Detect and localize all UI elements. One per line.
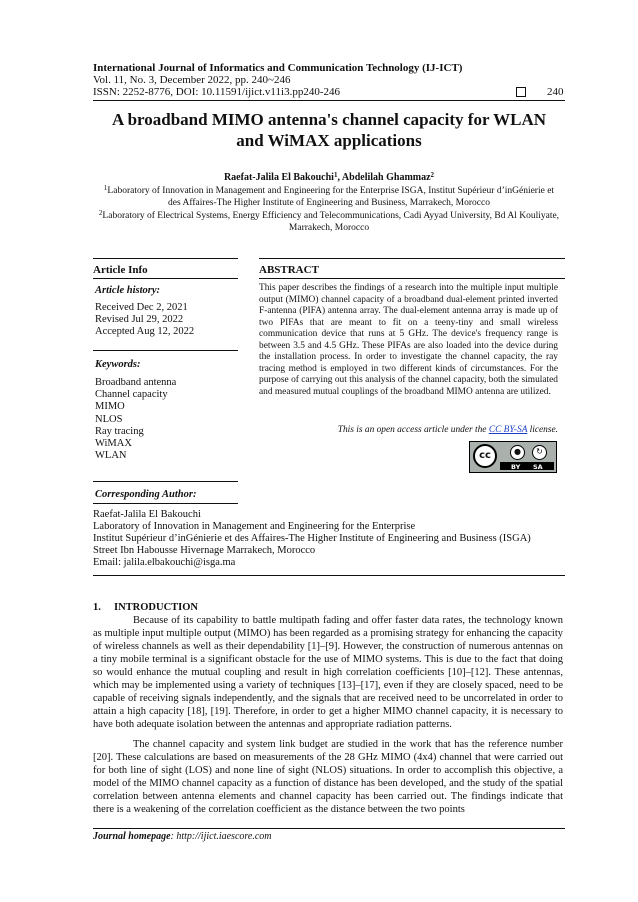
aff-2-line-2: Marrakech, Morocco [288, 223, 370, 233]
aff-2-sup: 2 [98, 209, 103, 217]
aff-1-sup: 1 [103, 184, 108, 192]
oa-prefix: This is an open access article under the [337, 425, 489, 435]
keywords-heading: Keywords: [95, 359, 141, 370]
cc-by-sa-link[interactable]: CC BY-SA [488, 425, 528, 435]
introduction-heading: 1. INTRODUCTION [93, 602, 199, 613]
journal-homepage-link[interactable]: : http://ijict.iaescore.com [170, 831, 272, 842]
cc-license-badge[interactable] [469, 441, 557, 473]
article-history [95, 302, 194, 339]
paper-title [93, 109, 565, 151]
keyword: WiMAX [95, 438, 132, 450]
history-rule [93, 350, 238, 351]
author-1: Raefat-Jalila El Bakouchi [223, 172, 334, 183]
corresponding-heading: Corresponding Author: [95, 489, 197, 500]
footer-label: Journal homepage [93, 831, 171, 842]
issn-doi: ISSN: 2252-8776, DOI: 10.11591/ijict.v11i3.pp240-246 [93, 86, 340, 98]
abstract-heading: ABSTRACT [259, 264, 319, 276]
corresponding-rule-top [93, 481, 238, 482]
volume-info: Vol. 11, No. 3, December 2022, pp. 240~246 [93, 74, 291, 86]
keyword: MIMO [95, 401, 125, 413]
license-by-label: BY [511, 463, 521, 471]
abstract-text: This paper describes the findings of a research into the multiple input multiple output (MIMO) channel capacity of a broadband dual-element printed inverted F-antenna (PIFA) antenna array. The dual-element antenna array is made up of two PIFAs that are meant to fit on a teeny-tiny and small wireless communication device that runs at 5 GHz. The device's frequency range is between 3.5 and 4.5 GHz. These PIFAs are also loaded into the device during the installation process. In order to investigate the channel capacity, the ray tracing method is employed in two different kinds of circumstances. For the purpose of carrying out this analysis of the channel capacity, both the simulated and measured mutual couplings of the broadband MIMO antenna are utilized. [259, 283, 558, 397]
oa-suffix: license. [527, 425, 558, 435]
received-date: Received Dec 2, 2021 [95, 302, 188, 313]
author-1-sup: 1 [333, 171, 338, 179]
accepted-date: Accepted Aug 12, 2022 [95, 326, 195, 338]
author-separator: , [337, 172, 342, 183]
corresponding-rule [93, 503, 238, 504]
license-bar [500, 462, 554, 470]
keyword: Broadband antenna [95, 377, 177, 388]
open-access-notice [259, 424, 558, 436]
abstract-rule [259, 278, 565, 279]
author-2-sup: 2 [430, 171, 435, 179]
abstract-top-rule [259, 258, 565, 259]
corresponding-name: Raefat-Jalila El Bakouchi [93, 509, 201, 520]
corresponding-email: Email: jalila.elbakouchi@isga.ma [93, 557, 236, 568]
keyword: Channel capacity [95, 389, 168, 401]
keyword: WLAN [95, 450, 127, 462]
article-info-rule [93, 278, 238, 279]
aff-1-line-2: des Affaires-The Higher Institute of Engineering and Business, Marrakech, Morocco [168, 198, 490, 208]
article-info-top-rule [93, 258, 238, 259]
cc-icon: cc [473, 444, 497, 468]
introduction-paragraph-1: Because of its capability to battle multipath fading and offer faster data rates, the technology known as multiple input multiple output (MIMO) has been regarded as a promising strategy for enhancing the capacity of wireless channels as well as their dependability [1]–[9]. However, the construction of numerous antennas on a tiny mobile terminal is a significant obstacle for the use of MIMO systems. This is due to the fact that doing so would enhance the mutual coupling and result in high correlation coefficients [10]–[12]. These antennas, which may be implemented using a variety of techniques [13]–[17], even if they are closely spaced, need to be capable of receiving signals independently, and the signals that are received need to be uncorrelated in order to attain a high capacity [18], [19]. Therefore, in order to get a higher MIMO channel capacity, it is necessary to have both adequate isolation between the antennas and appropriate radiation patterns. [93, 615, 563, 730]
aff-2-line-1: Laboratory of Electrical Systems, Energy Efficiency and Telecommunications, Cadi Ayyad University, Bd Al Kouliyate, [102, 211, 560, 221]
aff-1-line-1: Laboratory of Innovation in Management and Engineering for the Enterprise ISGA, Institut Supérieur d’inGénierie et [107, 186, 555, 196]
corresponding-line-3: Street Ibn Habousse Hivernage Marrakech, Morocco [93, 545, 316, 556]
article-history-heading: Article history: [95, 285, 161, 296]
page-number: 240 [547, 86, 564, 98]
keyword: NLOS [95, 413, 123, 425]
title-line-1: A broadband MIMO antenna's channel capacity for WLAN [111, 110, 547, 129]
affiliation-2 [93, 210, 565, 234]
footer-rule [93, 828, 565, 829]
affiliation-1 [93, 185, 565, 209]
author-2: Abdelilah Ghammaz [341, 172, 431, 183]
article-info-heading: Article Info [93, 264, 148, 276]
page-box-icon [516, 87, 526, 97]
license-sa-label: SA [533, 463, 543, 471]
by-person-icon: ● [510, 445, 525, 460]
corresponding-bottom-rule [93, 575, 565, 576]
journal-name: International Journal of Informatics and Communication Technology (IJ-ICT) [93, 62, 463, 74]
corresponding-line-2: Institut Supérieur d’inGénierie et des Affaires-The Higher Institute of Engineering and Business (ISGA) [93, 533, 531, 544]
title-line-2: and WiMAX applications [236, 131, 422, 150]
revised-date: Revised Jul 29, 2022 [95, 314, 184, 326]
sa-share-alike-icon: ↻ [532, 445, 547, 460]
header-rule [93, 100, 565, 101]
introduction-paragraph-2: The channel capacity and system link budget are studied in the work that has the reference number [20]. These calculations are based on measurements of the 28 GHz MIMO (4x4) channel that were carried out for both line of sight (LOS) and none line of sight (NLOS) situations. In order to accomplish this objective, a model of the MIMO channel capacity as a function of distance has been developed, and the study of the spatial correlation between antenna elements and channel capacity has been carried out. The findings indicate that there is a weakening of the correlation coefficient as the distance between the two points [93, 739, 563, 815]
corresponding-line-1: Laboratory of Innovation in Management and Engineering for the Enterprise [93, 521, 416, 532]
footer [93, 831, 272, 843]
keyword: Ray tracing [95, 425, 144, 437]
authors [93, 172, 565, 184]
keywords-list [95, 377, 176, 462]
